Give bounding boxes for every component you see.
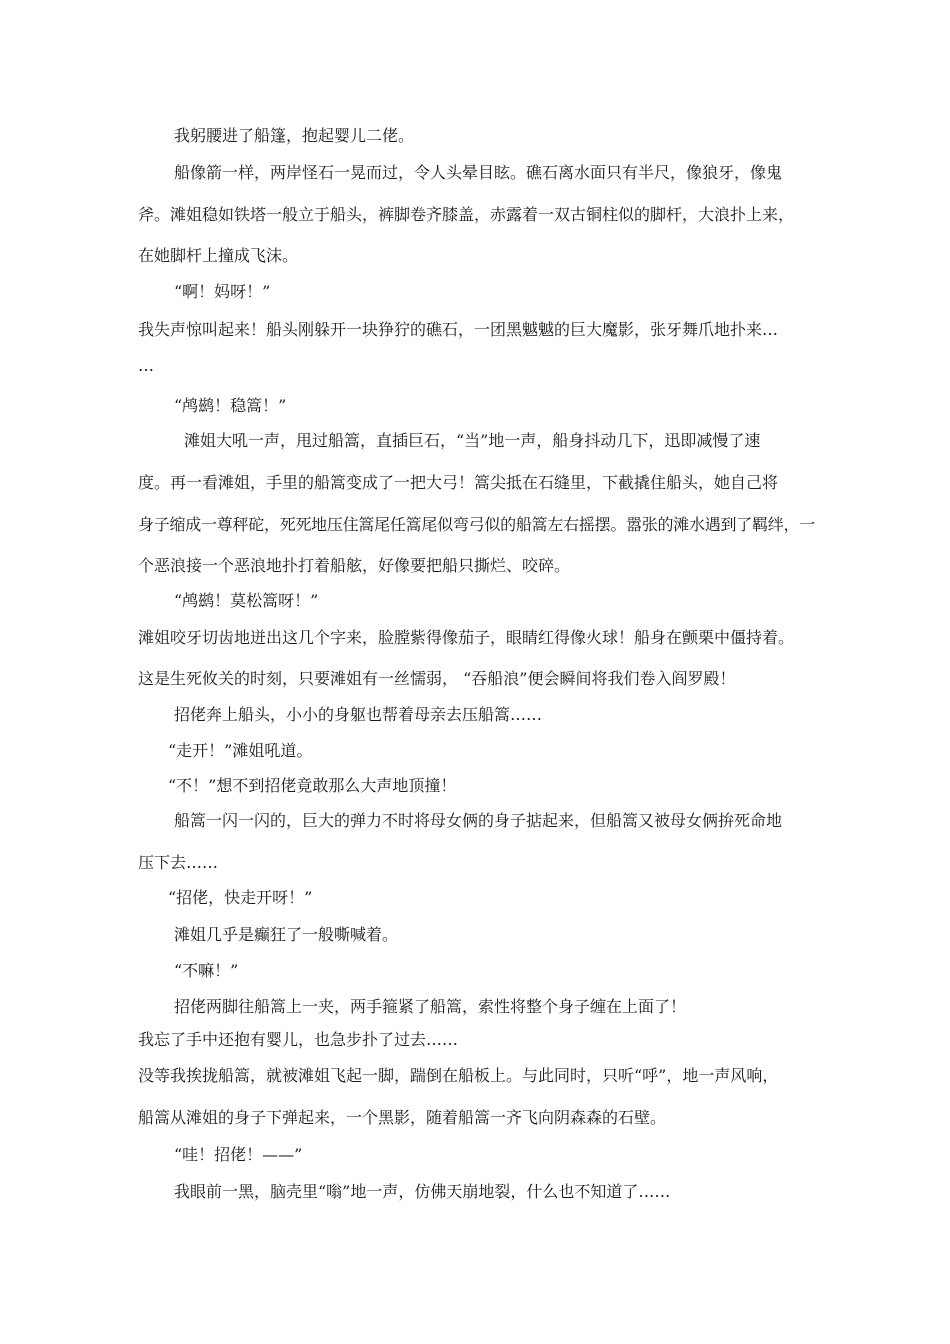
text-line-10: 度。再一看滩姐，手里的船篙变成了一把大弓！篙尖抵在石缝里，下截撬住船头，她自己将 bbox=[138, 473, 779, 492]
text-line-14: 滩姐咬牙切齿地迸出这几个字来，脸膛紫得像茄子，眼睛红得像火球！船身在颤栗中僵持着。 bbox=[138, 628, 795, 647]
text-line-21: “招佬，快走开呀！” bbox=[168, 888, 313, 907]
text-line-15: 这是生死攸关的时刻，只要滩姐有一丝懦弱， “吞船浪”便会瞬间将我们卷入阎罗殿！ bbox=[138, 669, 736, 688]
text-line-26: 没等我挨拢船篙，就被滩姐飞起一脚，踹倒在船板上。与此同时，只听“呼”，地一声风响， bbox=[138, 1066, 779, 1085]
text-line-12: 个恶浪接一个恶浪地扑打着船舷，好像要把船只撕烂、咬碎。 bbox=[138, 556, 571, 575]
text-line-20: 压下去…… bbox=[138, 853, 219, 872]
text-line-16: 招佬奔上船头，小小的身躯也帮着母亲去压船篙…… bbox=[174, 705, 543, 724]
text-line-8: “鸬鹚！稳篙！” bbox=[174, 396, 287, 415]
text-line-18: “不！”想不到招佬竟敢那么大声地顶撞！ bbox=[168, 776, 457, 795]
text-line-4: 在她脚杆上撞成飞沫。 bbox=[138, 246, 299, 265]
text-line-7: … bbox=[138, 356, 154, 375]
text-line-29: 我眼前一黑，脑壳里“嗡”地一声，仿佛天崩地裂，什么也不知道了…… bbox=[174, 1182, 671, 1201]
text-line-24: 招佬两脚往船篙上一夹，两手箍紧了船篙，索性将整个身子缠在上面了！ bbox=[174, 997, 687, 1016]
text-line-27: 船篙从滩姐的身子下弹起来，一个黑影，随着船篙一齐飞向阴森森的石壁。 bbox=[138, 1108, 667, 1127]
text-line-23: “不嘛！” bbox=[174, 961, 239, 980]
text-line-1: 我躬腰进了船篷，抱起婴儿二佬。 bbox=[174, 126, 415, 145]
text-line-6: 我失声惊叫起来！船头刚躲开一块狰狞的礁石，一团黑魆魆的巨大魔影，张牙舞爪地扑来… bbox=[138, 320, 779, 339]
text-line-11: 身子缩成一尊秤砣，死死地压住篙尾任篙尾似弯弓似的船篙左右摇摆。嚣张的滩水遇到了羁绊，一 bbox=[138, 515, 816, 534]
text-line-17: “走开！”滩姐吼道。 bbox=[168, 741, 313, 760]
text-line-5: “啊！妈呀！” bbox=[174, 282, 271, 301]
text-line-2: 船像箭一样，两岸怪石一晃而过，令人头晕目眩。礁石离水面只有半尺，像狼牙，像鬼 bbox=[174, 163, 783, 182]
text-line-22: 滩姐几乎是癫狂了一般嘶喊着。 bbox=[174, 925, 399, 944]
text-line-28: “哇！招佬！——” bbox=[174, 1145, 303, 1164]
text-line-9: 滩姐大吼一声，甩过船篙，直插巨石，“当”地一声，船身抖动几下，迅即减慢了速 bbox=[184, 431, 761, 450]
text-line-25: 我忘了手中还抱有婴儿，也急步扑了过去…… bbox=[138, 1030, 459, 1049]
text-line-13: “鸬鹚！莫松篙呀！” bbox=[174, 591, 319, 610]
text-line-3: 斧。滩姐稳如铁塔一般立于船头，裤脚卷齐膝盖，赤露着一双古铜柱似的脚杆，大浪扑上来， bbox=[138, 205, 795, 224]
text-line-19: 船篙一闪一闪的，巨大的弹力不时将母女俩的身子掂起来，但船篙又被母女俩拚死命地 bbox=[174, 811, 783, 830]
